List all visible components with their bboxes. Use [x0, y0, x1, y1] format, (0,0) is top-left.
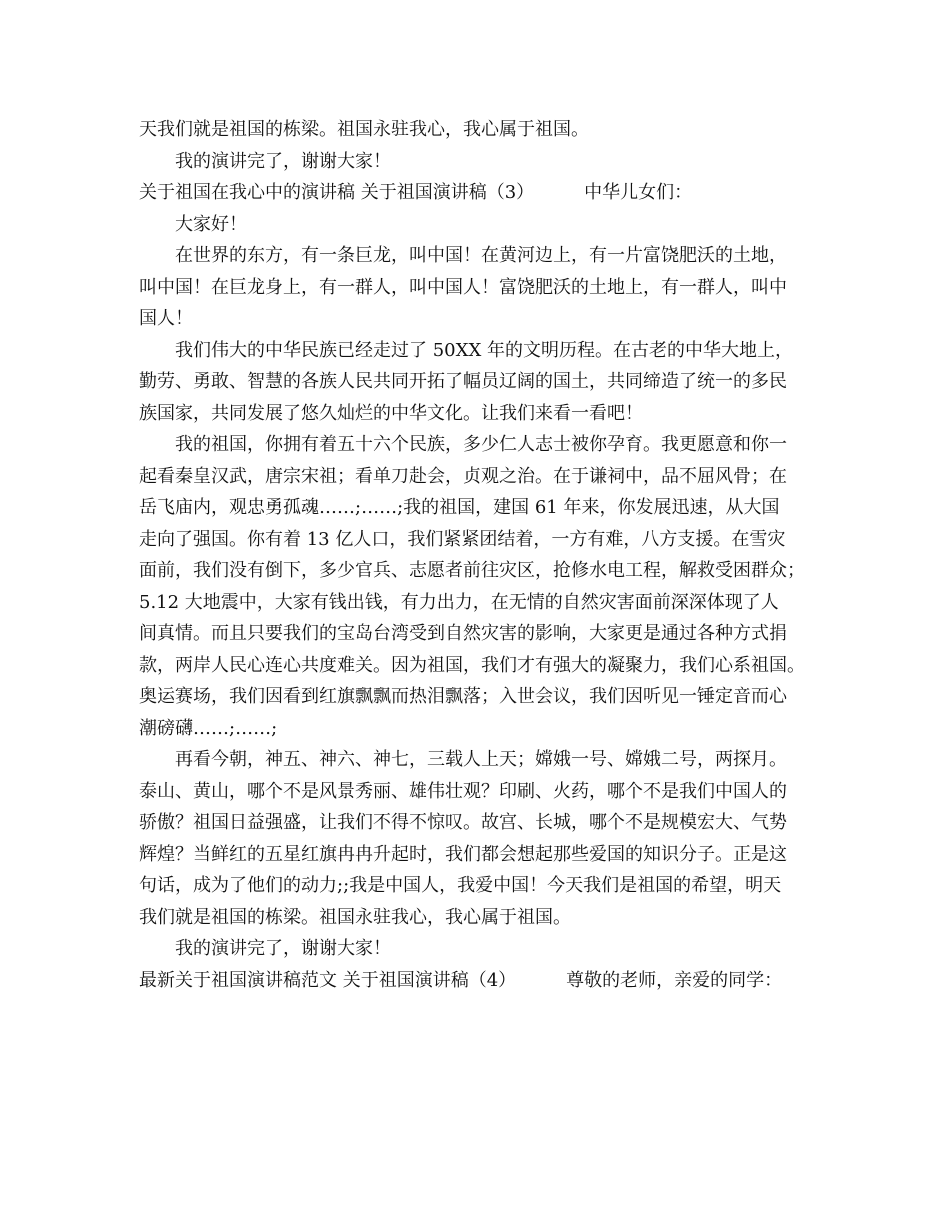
section-title: 最新关于祖国演讲稿范文 关于祖国演讲稿（4）	[139, 969, 517, 991]
text-line: 起看秦皇汉武，唐宗宋祖；看单刀赴会，贞观之治。在于谦祠中，品不屈风骨；在	[139, 465, 787, 487]
text-line: 我的演讲完了，谢谢大家！	[175, 938, 391, 959]
salutation: 尊敬的老师，亲爱的同学：	[566, 969, 783, 991]
text-line: 在世界的东方，有一条巨龙，叫中国！在黄河边上，有一片富饶肥沃的土地，	[175, 245, 787, 266]
text-line: 国人！	[139, 308, 193, 329]
text-line: 我们就是祖国的栋梁。祖国永驻我心，我心属于祖国。	[139, 906, 571, 928]
text-line: 我的祖国，你拥有着五十六个民族，多少仁人志士被你孕育。我更愿意和你一	[175, 434, 787, 455]
text-line: 岳飞庙内，观忠勇孤魂……;……;我的祖国，建国 61 年来，你发展迅速，从大国	[139, 497, 780, 518]
text-line: 辉煌？当鲜红的五星红旗冉冉升起时，我们都会想起那些爱国的知识分子。正是这	[139, 843, 787, 865]
text-line: 面前，我们没有倒下，多少官兵、志愿者前往灾区，抢修水电工程，解救受困群众；	[139, 560, 805, 581]
text-line: 族国家，共同发展了悠久灿烂的中华文化。让我们来看一看吧！	[139, 402, 643, 424]
document-body	[139, 114, 823, 996]
text-line: 再看今朝，神五、神六、神七，三载人上天；嫦娥一号、嫦娥二号，两探月。	[175, 749, 787, 770]
text-line: 大家好！	[175, 213, 247, 235]
text-line: 叫中国！在巨龙身上，有一群人，叫中国人！富饶肥沃的土地上，有一群人，叫中	[139, 276, 787, 298]
text-line: 句话，成为了他们的动力;;我是中国人，我爱中国！今天我们是祖国的希望，明天	[139, 875, 782, 896]
text-line: 泰山、黄山，哪个不是风景秀丽、雄伟壮观？印刷、火药，哪个不是我们中国人的	[139, 780, 787, 802]
section-heading-line	[139, 177, 823, 209]
section-title: 关于祖国在我心中的演讲稿 关于祖国演讲稿（3）	[139, 182, 535, 203]
text-line: 天我们就是祖国的栋梁。祖国永驻我心，我心属于祖国。	[139, 119, 589, 140]
text-line: 骄傲？祖国日益强盛，让我们不得不惊叹。故宫、长城，哪个不是规模宏大、气势	[139, 812, 787, 833]
text-line: 间真情。而且只要我们的宝岛台湾受到自然灾害的影响，大家更是通过各种方式捐	[139, 623, 787, 644]
text-line: 走向了强国。你有着 13 亿人口，我们紧紧团结着，一方有难，八方支援。在雪灾	[139, 528, 786, 550]
text-line: 潮磅礴……;……;	[139, 717, 278, 739]
text-line: 款，两岸人民心连心共度难关。因为祖国，我们才有强大的凝聚力，我们心系祖国。	[139, 654, 805, 676]
text-line: 奥运赛场，我们因看到红旗飘飘而热泪飘落；入世会议，我们因听见一锤定音而心	[139, 686, 787, 707]
text-line: 我们伟大的中华民族已经走过了 50XX 年的文明历程。在古老的中华大地上，	[175, 339, 793, 361]
text-line: 我的演讲完了，谢谢大家！	[175, 150, 391, 172]
section-heading-line	[139, 965, 823, 997]
text-line: 5.12 大地震中，大家有钱出钱，有力出力，在无情的自然灾害面前深深体现了人	[139, 591, 779, 613]
text-line: 勤劳、勇敢、智慧的各族人民共同开拓了幅员辽阔的国土，共同缔造了统一的多民	[139, 371, 787, 392]
salutation: 中华儿女们：	[584, 182, 693, 203]
